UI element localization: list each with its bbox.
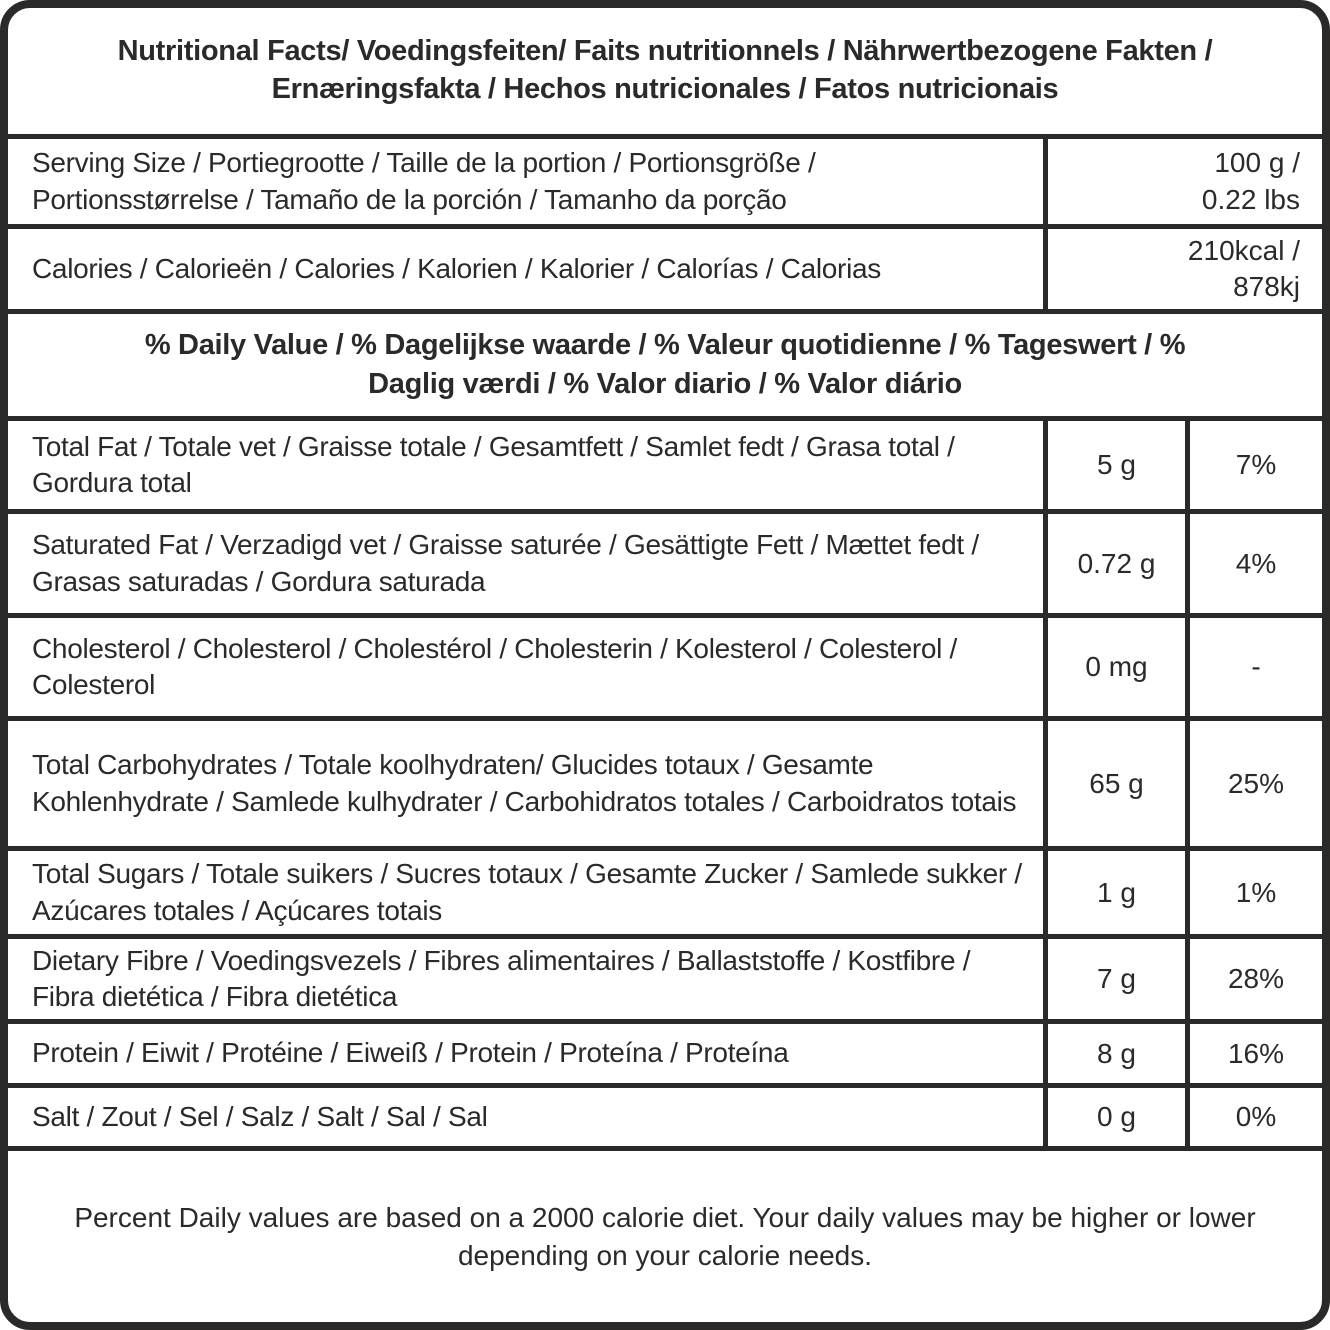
- calories-label: Calories / Calorieën / Calories / Kalorien / Kalorier / Calorías / Calorias: [32, 252, 881, 284]
- cholesterol-label: Cholesterol / Cholesterol / Cholestérol / Cholesterin / Kolesterol / Colesterol / Colesterol: [32, 632, 958, 700]
- daily-value-header-row: [8, 309, 1322, 416]
- dietary-fibre-dv: 28%: [1185, 939, 1322, 1019]
- protein-label: Protein / Eiwit / Protéine / Eiweiß / Protein / Proteína / Proteína: [32, 1037, 789, 1069]
- nutrient-row-dietary-fibre: [8, 934, 1322, 1019]
- total-sugars-label: Total Sugars / Totale suikers / Sucres totaux / Gesamte Zucker / Samlede sukker / Azúcares totales / Açúcares totais: [32, 858, 1022, 926]
- total-carbohydrates-amount: 65 g: [1043, 721, 1185, 846]
- salt-amount: 0 g: [1043, 1088, 1185, 1146]
- protein-dv: 16%: [1185, 1024, 1322, 1083]
- daily-value-header: % Daily Value / % Dagelijkse waarde / % Valeur quotidienne / % Tageswert / % Daglig værdi / % Valor diario / % Valor diário: [144, 328, 1186, 400]
- nutrient-row-saturated-fat: [8, 509, 1322, 613]
- saturated-fat-dv: 4%: [1185, 514, 1322, 613]
- total-fat-amount: 5 g: [1043, 421, 1185, 509]
- dietary-fibre-amount: 7 g: [1043, 939, 1185, 1019]
- nutrient-row-cholesterol: [8, 613, 1322, 716]
- footer-note: Percent Daily values are based on a 2000 calorie diet. Your daily values may be higher or lower depending on your calorie needs.: [74, 1201, 1256, 1271]
- salt-label: Salt / Zout / Sel / Salz / Salt / Sal / Sal: [32, 1100, 488, 1132]
- nutrient-row-total-carbohydrates: [8, 716, 1322, 846]
- total-fat-label: Total Fat / Totale vet / Graisse totale / Gesamtfett / Samlet fedt / Grasa total / Gordura total: [32, 430, 955, 498]
- calories-value: 210kcal / 878kj: [1187, 234, 1300, 302]
- nutrient-row-total-sugars: [8, 846, 1322, 934]
- nutrient-row-salt: [8, 1083, 1322, 1146]
- total-fat-dv: 7%: [1185, 421, 1322, 509]
- total-sugars-amount: 1 g: [1043, 851, 1185, 934]
- total-sugars-dv: 1%: [1185, 851, 1322, 934]
- calories-value-cell: [1043, 229, 1322, 309]
- label-title: Nutritional Facts/ Voedingsfeiten/ Faits nutritionnels / Nährwertbezogene Fakten / Ernæringsfakta / Hechos nutricionales / Fatos nutricionais: [117, 35, 1213, 105]
- dietary-fibre-label: Dietary Fibre / Voedingsvezels / Fibres alimentaires / Ballaststoffe / Kostfibre / Fibra dietética / Fibra dietética: [32, 944, 971, 1012]
- cholesterol-dv: -: [1185, 618, 1322, 716]
- calories-row: [8, 224, 1322, 309]
- serving-size-value-cell: [1043, 139, 1322, 224]
- cholesterol-amount: 0 mg: [1043, 618, 1185, 716]
- nutrient-row-protein: [8, 1019, 1322, 1083]
- label-title-row: [8, 8, 1322, 134]
- total-carbohydrates-label: Total Carbohydrates / Totale koolhydraten/ Glucides totaux / Gesamte Kohlenhydrate / Samlede kulhydrater / Carbohidratos totales / Carboidratos totais: [32, 749, 1017, 817]
- nutrient-row-total-fat: [8, 416, 1322, 509]
- protein-amount: 8 g: [1043, 1024, 1185, 1083]
- footer-note-row: [8, 1146, 1322, 1322]
- serving-size-label: Serving Size / Portiegrootte / Taille de la portion / Portionsgröße / Portionsstørrelse / Tamaño de la porción / Tamanho da porção: [32, 147, 816, 215]
- salt-dv: 0%: [1185, 1088, 1322, 1146]
- saturated-fat-label: Saturated Fat / Verzadigd vet / Graisse saturée / Gesättigte Fett / Mættet fedt / Grasas saturadas / Gordura saturada: [32, 529, 979, 597]
- serving-size-row: [8, 134, 1322, 224]
- total-carbohydrates-dv: 25%: [1185, 721, 1322, 846]
- serving-size-value: 100 g / 0.22 lbs: [1201, 147, 1300, 215]
- saturated-fat-amount: 0.72 g: [1043, 514, 1185, 613]
